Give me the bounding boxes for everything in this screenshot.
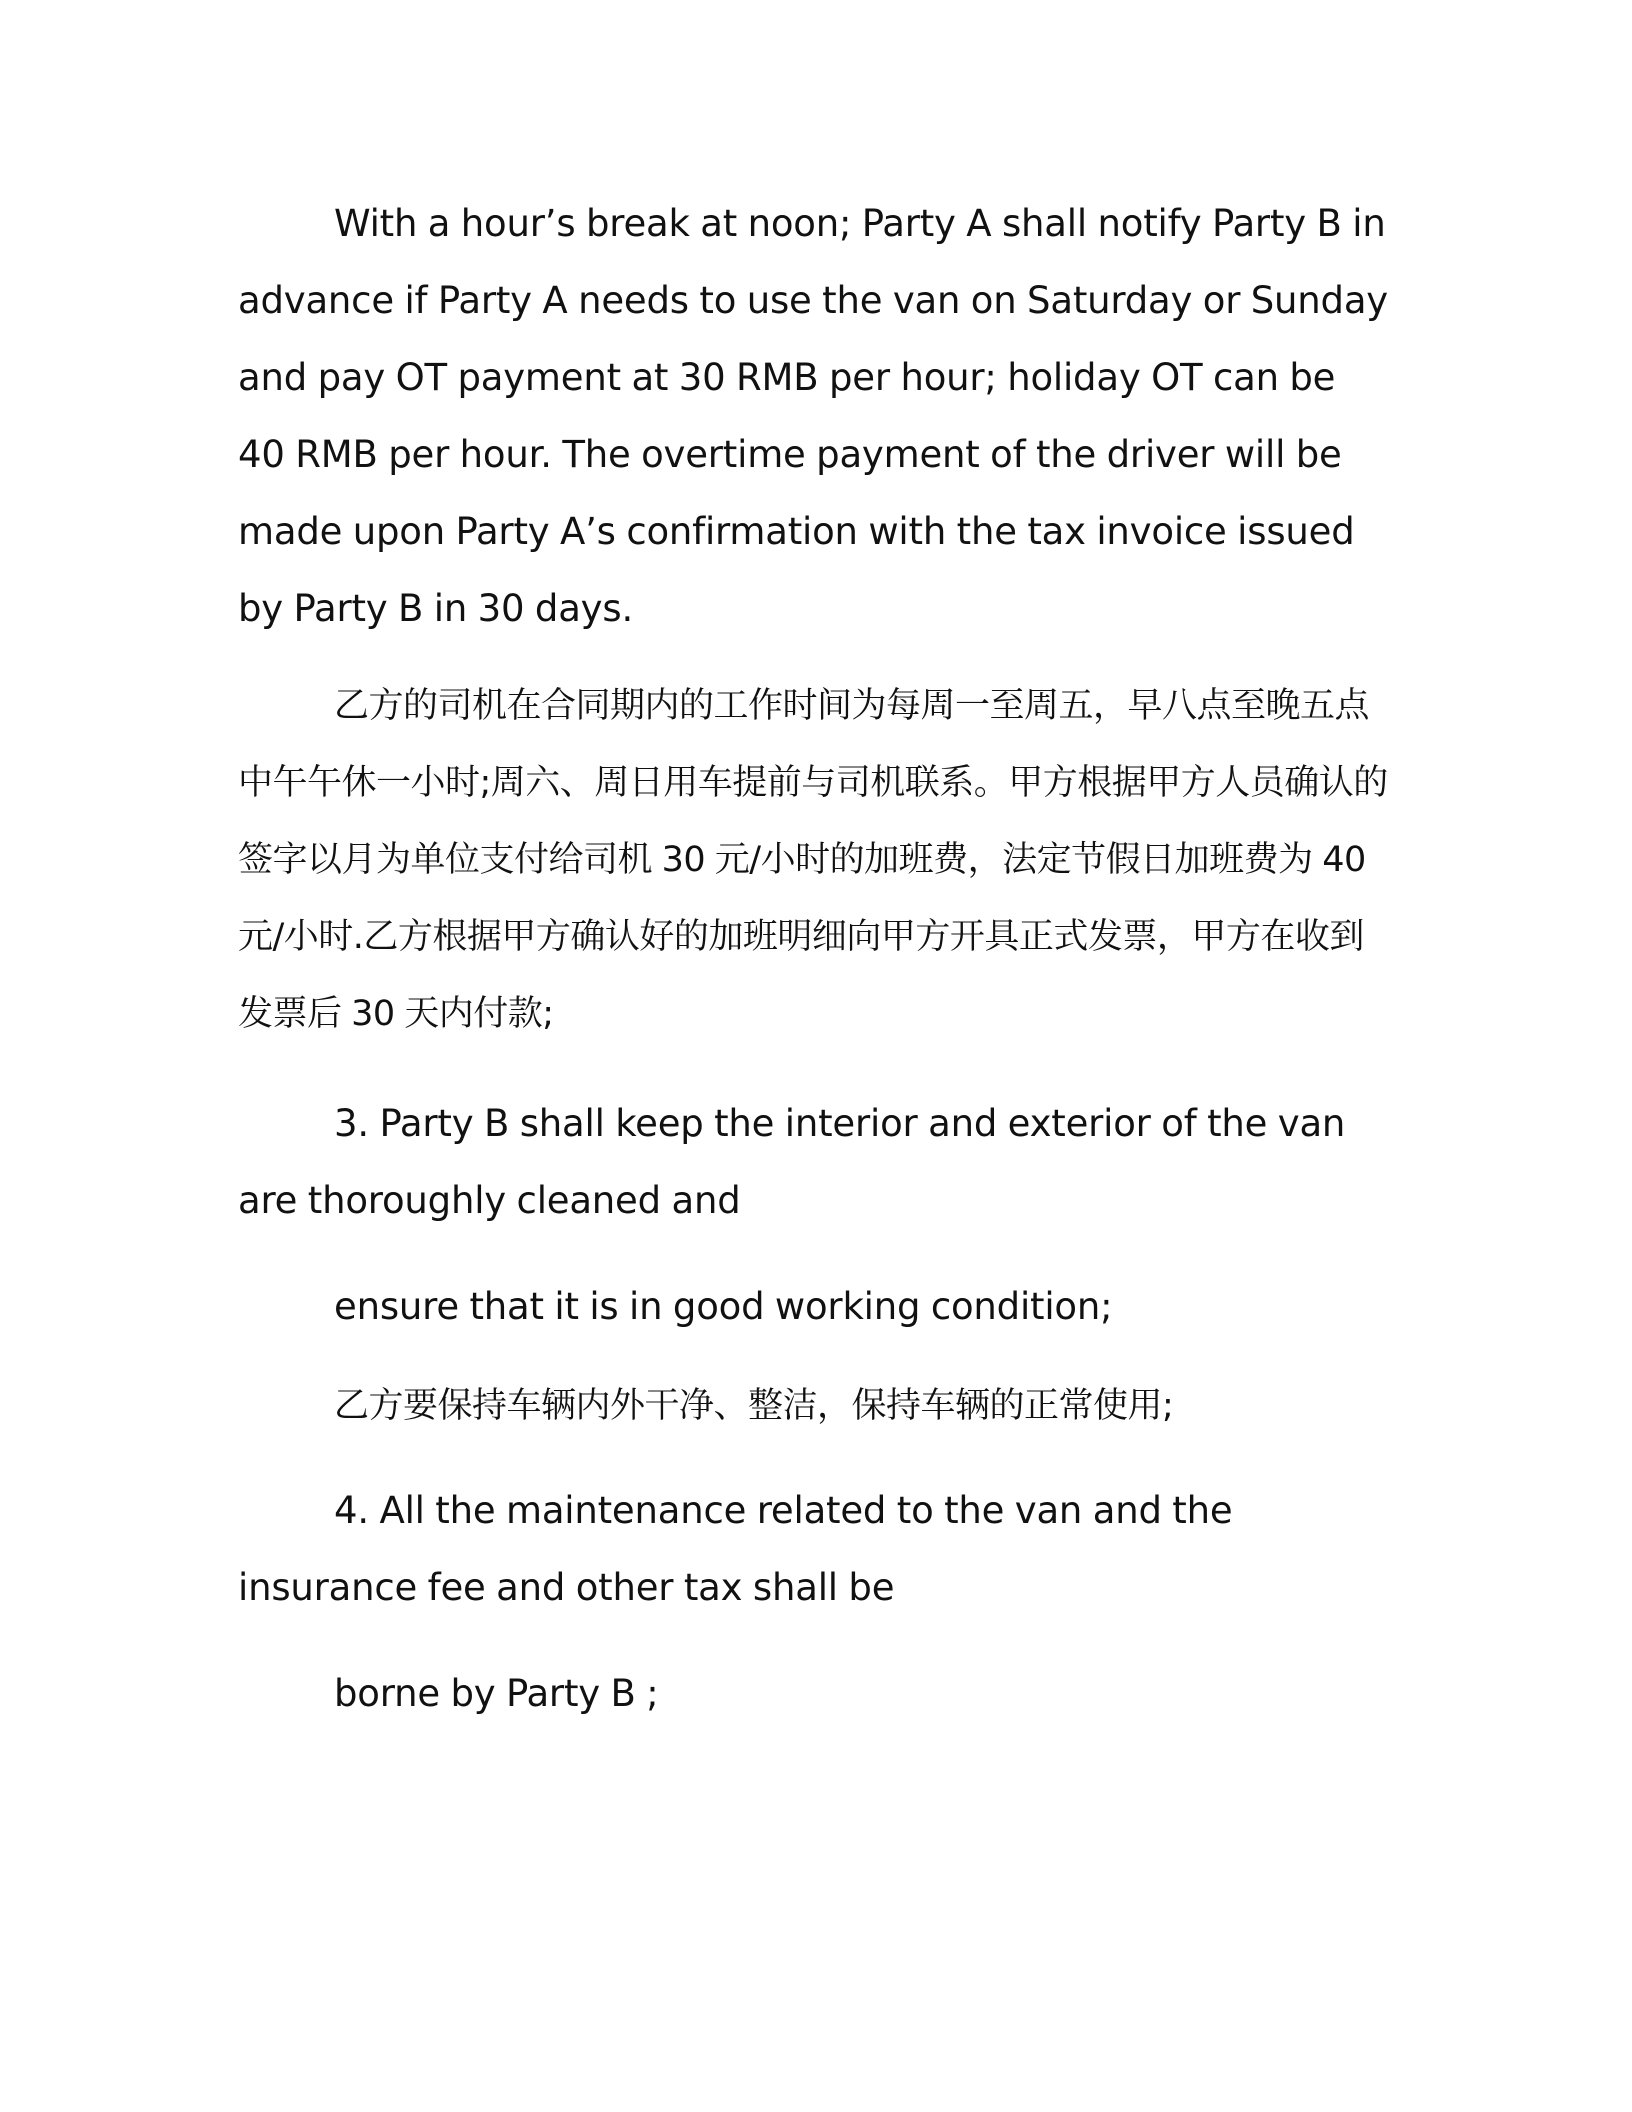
paragraph-clause-4-en-continued: borne by Party B ;: [334, 1672, 659, 1715]
paragraph-clause-4-en: 4. All the maintenance related to the van and the insurance fee and other tax shall be: [238, 1489, 1233, 1609]
paragraph-clause-3-en: 3. Party B shall keep the interior and exterior of the van are thoroughly cleaned and: [238, 1102, 1346, 1222]
paragraph-overtime-en: With a hour’s break at noon; Party A shall notify Party B in advance if Party A needs to use the van on Saturday or Sunday and pay OT payment at 30 RMB per hour; holiday OT can be 40 RMB per hour. The overtime payment of the driver will be made upon Party A’s confirmation with the tax invoice issued by Party B in 30 days.: [238, 202, 1389, 630]
paragraph-clause-3-zh: 乙方要保持车辆内外干净、整洁，保持车辆的正常使用;: [334, 1386, 1174, 1426]
paragraph-clause-3-en-continued: ensure that it is in good working condition;: [334, 1285, 1113, 1328]
paragraph-overtime-zh: 乙方的司机在合同期内的工作时间为每周一至周五，早八点至晚五点中午午休一小时;周六、周日用车提前与司机联系。甲方根据甲方人员确认的签字以月为单位支付给司机 30 元/小时的加班费，法定节假日加班费为 40 元/小时.乙方根据甲方确认好的加班明细向甲方开具正式发票，甲方在收到发票后 30 天内付款;: [238, 686, 1388, 1034]
